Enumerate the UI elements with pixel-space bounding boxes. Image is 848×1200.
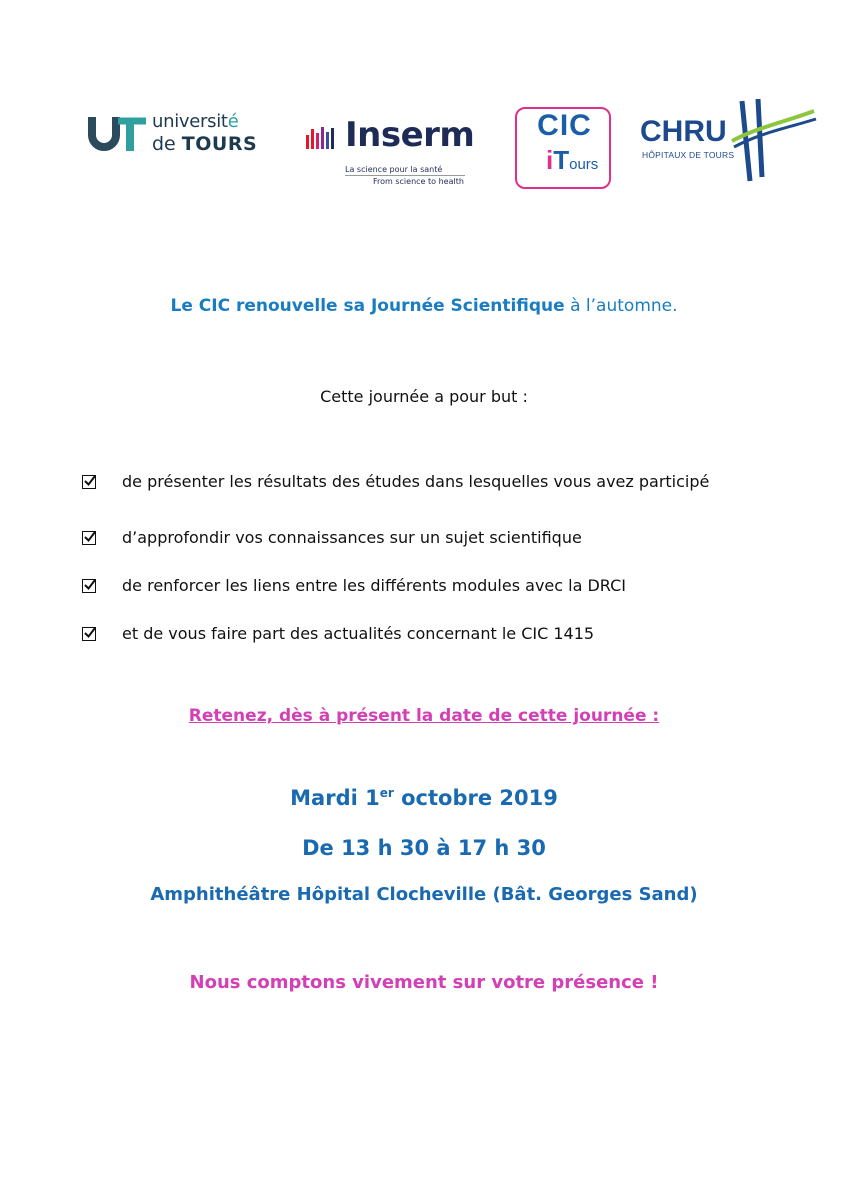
logos-header	[0, 95, 848, 195]
closing-line: Nous comptons vivement sur votre présence !	[189, 972, 659, 993]
list-item	[82, 576, 626, 595]
list-item	[82, 624, 594, 643]
ut-line2: de TOURS	[152, 133, 258, 155]
list-item	[82, 472, 709, 491]
checkbox-icon	[82, 627, 96, 641]
chru-h-mark-icon	[728, 97, 818, 187]
universite-tours-logo	[88, 107, 263, 157]
inserm-tagline-fr: La science pour la santé	[345, 165, 443, 174]
inserm-tagline-en: From science to health	[373, 177, 464, 186]
list-item-text: de présenter les résultats des études dans lesquelles vous avez participé	[122, 472, 710, 491]
cic-it-tours-logo	[512, 105, 617, 185]
checkbox-icon	[82, 579, 96, 593]
cic-line2: iTours	[546, 145, 599, 175]
inserm-logo	[305, 115, 475, 190]
inserm-name: Inserm	[345, 115, 475, 155]
ut-line1: université	[152, 111, 239, 132]
checkbox-icon	[82, 531, 96, 545]
chru-subtitle: HÔPITAUX DE TOURS	[642, 150, 735, 160]
event-date: Mardi 1er octobre 2019	[290, 786, 558, 810]
ut-mark-icon	[88, 111, 148, 155]
chru-logo	[640, 97, 810, 187]
intro-line: Le CIC renouvelle sa Journée Scientifique à l’automne.	[170, 296, 678, 316]
purpose-line: Cette journée a pour but :	[320, 387, 528, 406]
list-item	[82, 528, 582, 547]
inserm-bars-icon	[305, 125, 339, 155]
list-item-text: d’approfondir vos connaissances sur un sujet scientifique	[122, 528, 582, 547]
chru-name: CHRU	[640, 115, 727, 148]
retain-date-heading: Retenez, dès à présent la date de cette journée :	[188, 706, 660, 726]
list-item-text: et de vous faire part des actualités concernant le CIC 1415	[122, 624, 595, 643]
event-time: De 13 h 30 à 17 h 30	[302, 836, 546, 860]
checkbox-icon	[82, 475, 96, 489]
event-place: Amphithéâtre Hôpital Clocheville (Bât. Georges Sand)	[150, 884, 698, 905]
inserm-divider	[345, 175, 465, 176]
cic-line1: CIC	[537, 109, 592, 142]
list-item-text: de renforcer les liens entre les différents modules avec la DRCI	[122, 576, 627, 595]
